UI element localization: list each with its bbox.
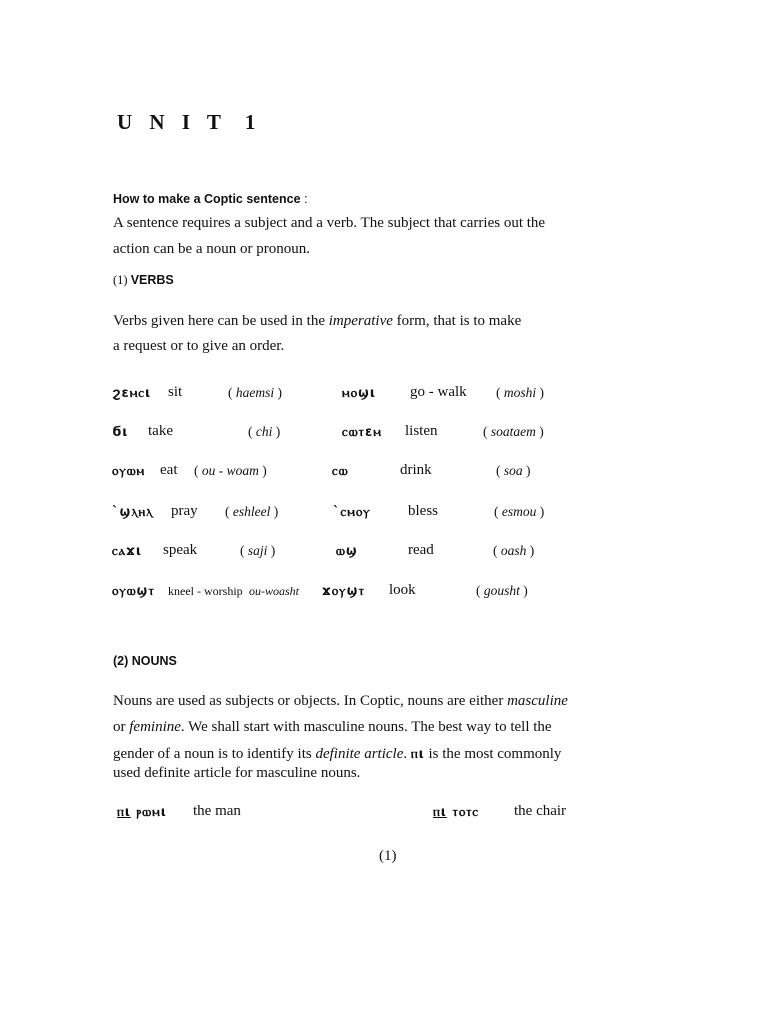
- verb-coptic: ⲙⲟϣι: [342, 386, 376, 401]
- intro-line-1: A sentence requires a subject and a verb. The subject that carries out the: [113, 215, 546, 231]
- nouns-line-2: [113, 719, 552, 736]
- verb-translit-text: ou-woasht: [249, 584, 300, 598]
- verbs-intro-text: Verbs given here can be used in the: [113, 313, 329, 329]
- verb-translit: ( gousht ): [476, 583, 528, 598]
- verbs-heading: [113, 273, 174, 288]
- verbs-intro-line-2: a request or to give an order.: [113, 338, 285, 354]
- verb-coptic: ⲥⲁϫι: [112, 544, 142, 559]
- verb-coptic: `ⲥⲙⲟⲩ: [333, 505, 371, 520]
- definite-article-coptic: ⲡι: [410, 747, 425, 762]
- verb-english: listen: [405, 423, 438, 439]
- verb-coptic: ϫⲟⲩϣⲧ: [322, 584, 366, 599]
- example-coptic: [117, 805, 167, 820]
- verb-translit-text: eshleel: [232, 504, 271, 519]
- nouns-emphasis: feminine: [129, 719, 181, 735]
- verb-coptic: `ϣⲗⲏⲗ: [112, 505, 154, 520]
- verb-english: take: [148, 423, 173, 439]
- verb-translit-text: soa: [503, 463, 523, 478]
- verb-translit: ( esmou ): [494, 504, 545, 519]
- verb-translit-text: esmou: [501, 504, 537, 519]
- example-noun: ⲣⲱⲙι: [130, 805, 167, 820]
- verb-english: kneel - worship: [168, 584, 243, 598]
- verb-translit: ( moshi ): [496, 385, 545, 400]
- nouns-emphasis: definite article: [315, 746, 404, 762]
- verb-coptic: ⲱϣ: [336, 544, 358, 559]
- page-number: (1): [379, 848, 397, 864]
- nouns-line-1: [113, 693, 568, 710]
- example-english: the chair: [514, 803, 567, 819]
- verb-translit-text: saji: [247, 543, 268, 558]
- verb-translit: ( haemsi ): [228, 385, 282, 400]
- unit-number: 1: [244, 110, 262, 134]
- nouns-text: . We shall start with masculine nouns. The best way to tell the: [180, 719, 552, 735]
- example-english: the man: [193, 803, 241, 819]
- how-heading-colon: :: [300, 192, 308, 206]
- nouns-line-4: used definite article for masculine nouns.: [113, 765, 361, 781]
- example-article: ⲡι: [117, 805, 131, 820]
- verb-english: read: [408, 542, 434, 558]
- nouns-text: or: [113, 719, 130, 735]
- verb-translit: ( ou - woam ): [194, 463, 267, 478]
- verb-translit-text: moshi: [503, 385, 537, 400]
- verb-translit-text: ou - woam: [201, 463, 259, 478]
- verb-translit: ( soataem ): [483, 424, 544, 439]
- nouns-heading: (2) NOUNS: [113, 654, 177, 668]
- verb-coptic: ⲟⲩⲱⲙ: [112, 464, 146, 479]
- verb-translit: ( oash ): [493, 543, 535, 558]
- verb-coptic: ⲥⲱ: [332, 464, 349, 479]
- example-coptic: [433, 805, 479, 820]
- verb-translit: ( saji ): [240, 543, 276, 558]
- how-heading-text: How to make a Coptic sentence: [113, 192, 301, 206]
- verb-translit-text: chi: [255, 424, 273, 439]
- nouns-line-3: [113, 746, 561, 763]
- verb-translit-text: haemsi: [235, 385, 275, 400]
- verb-english: drink: [400, 462, 432, 478]
- verb-english: pray: [171, 503, 198, 519]
- example-article: ⲡι: [433, 805, 447, 820]
- intro-line-2: action can be a noun or pronoun.: [113, 241, 311, 257]
- verb-coptic: ϭι: [112, 425, 129, 440]
- verb-english: look: [389, 582, 416, 598]
- nouns-text: gender of a noun is to identify its: [113, 746, 316, 762]
- verbs-intro-line-1: [113, 313, 521, 330]
- example-noun: ⲧⲟⲧⲥ: [446, 805, 480, 820]
- verb-translit-text: soataem: [490, 424, 536, 439]
- verbs-intro-text: form, that is to make: [392, 313, 522, 329]
- verb-translit-text: gousht: [483, 583, 520, 598]
- verb-translit-text: oash: [500, 543, 527, 558]
- verb-english: eat: [160, 462, 178, 478]
- verb-translit: ( eshleel ): [225, 504, 279, 519]
- verb-coptic: ϩεⲙⲥι: [112, 386, 152, 401]
- verb-english: go - walk: [410, 384, 467, 400]
- verb-english: sit: [168, 384, 183, 400]
- verbs-heading-label: VERBS: [130, 273, 174, 287]
- nouns-text: is the most commonly: [424, 746, 562, 762]
- nouns-text: .: [403, 746, 411, 762]
- verbs-intro-emphasis: imperative: [328, 313, 393, 329]
- verbs-heading-number: (1): [113, 273, 128, 287]
- unit-label: U N I T: [117, 110, 227, 134]
- verb-translit: ( chi ): [248, 424, 281, 439]
- verb-coptic: ⲥⲱⲧεⲙ: [342, 425, 382, 440]
- verb-translit: ( soa ): [496, 463, 531, 478]
- verb-english: bless: [408, 503, 438, 519]
- nouns-emphasis: masculine: [507, 693, 568, 709]
- nouns-text: Nouns are used as subjects or objects. In Coptic, nouns are either: [113, 693, 508, 709]
- verb-translit: [249, 584, 299, 599]
- verb-english: speak: [163, 542, 198, 558]
- unit-title: [117, 110, 261, 135]
- verb-coptic: ⲟⲩⲱϣⲧ: [112, 584, 156, 599]
- how-heading: [113, 192, 308, 206]
